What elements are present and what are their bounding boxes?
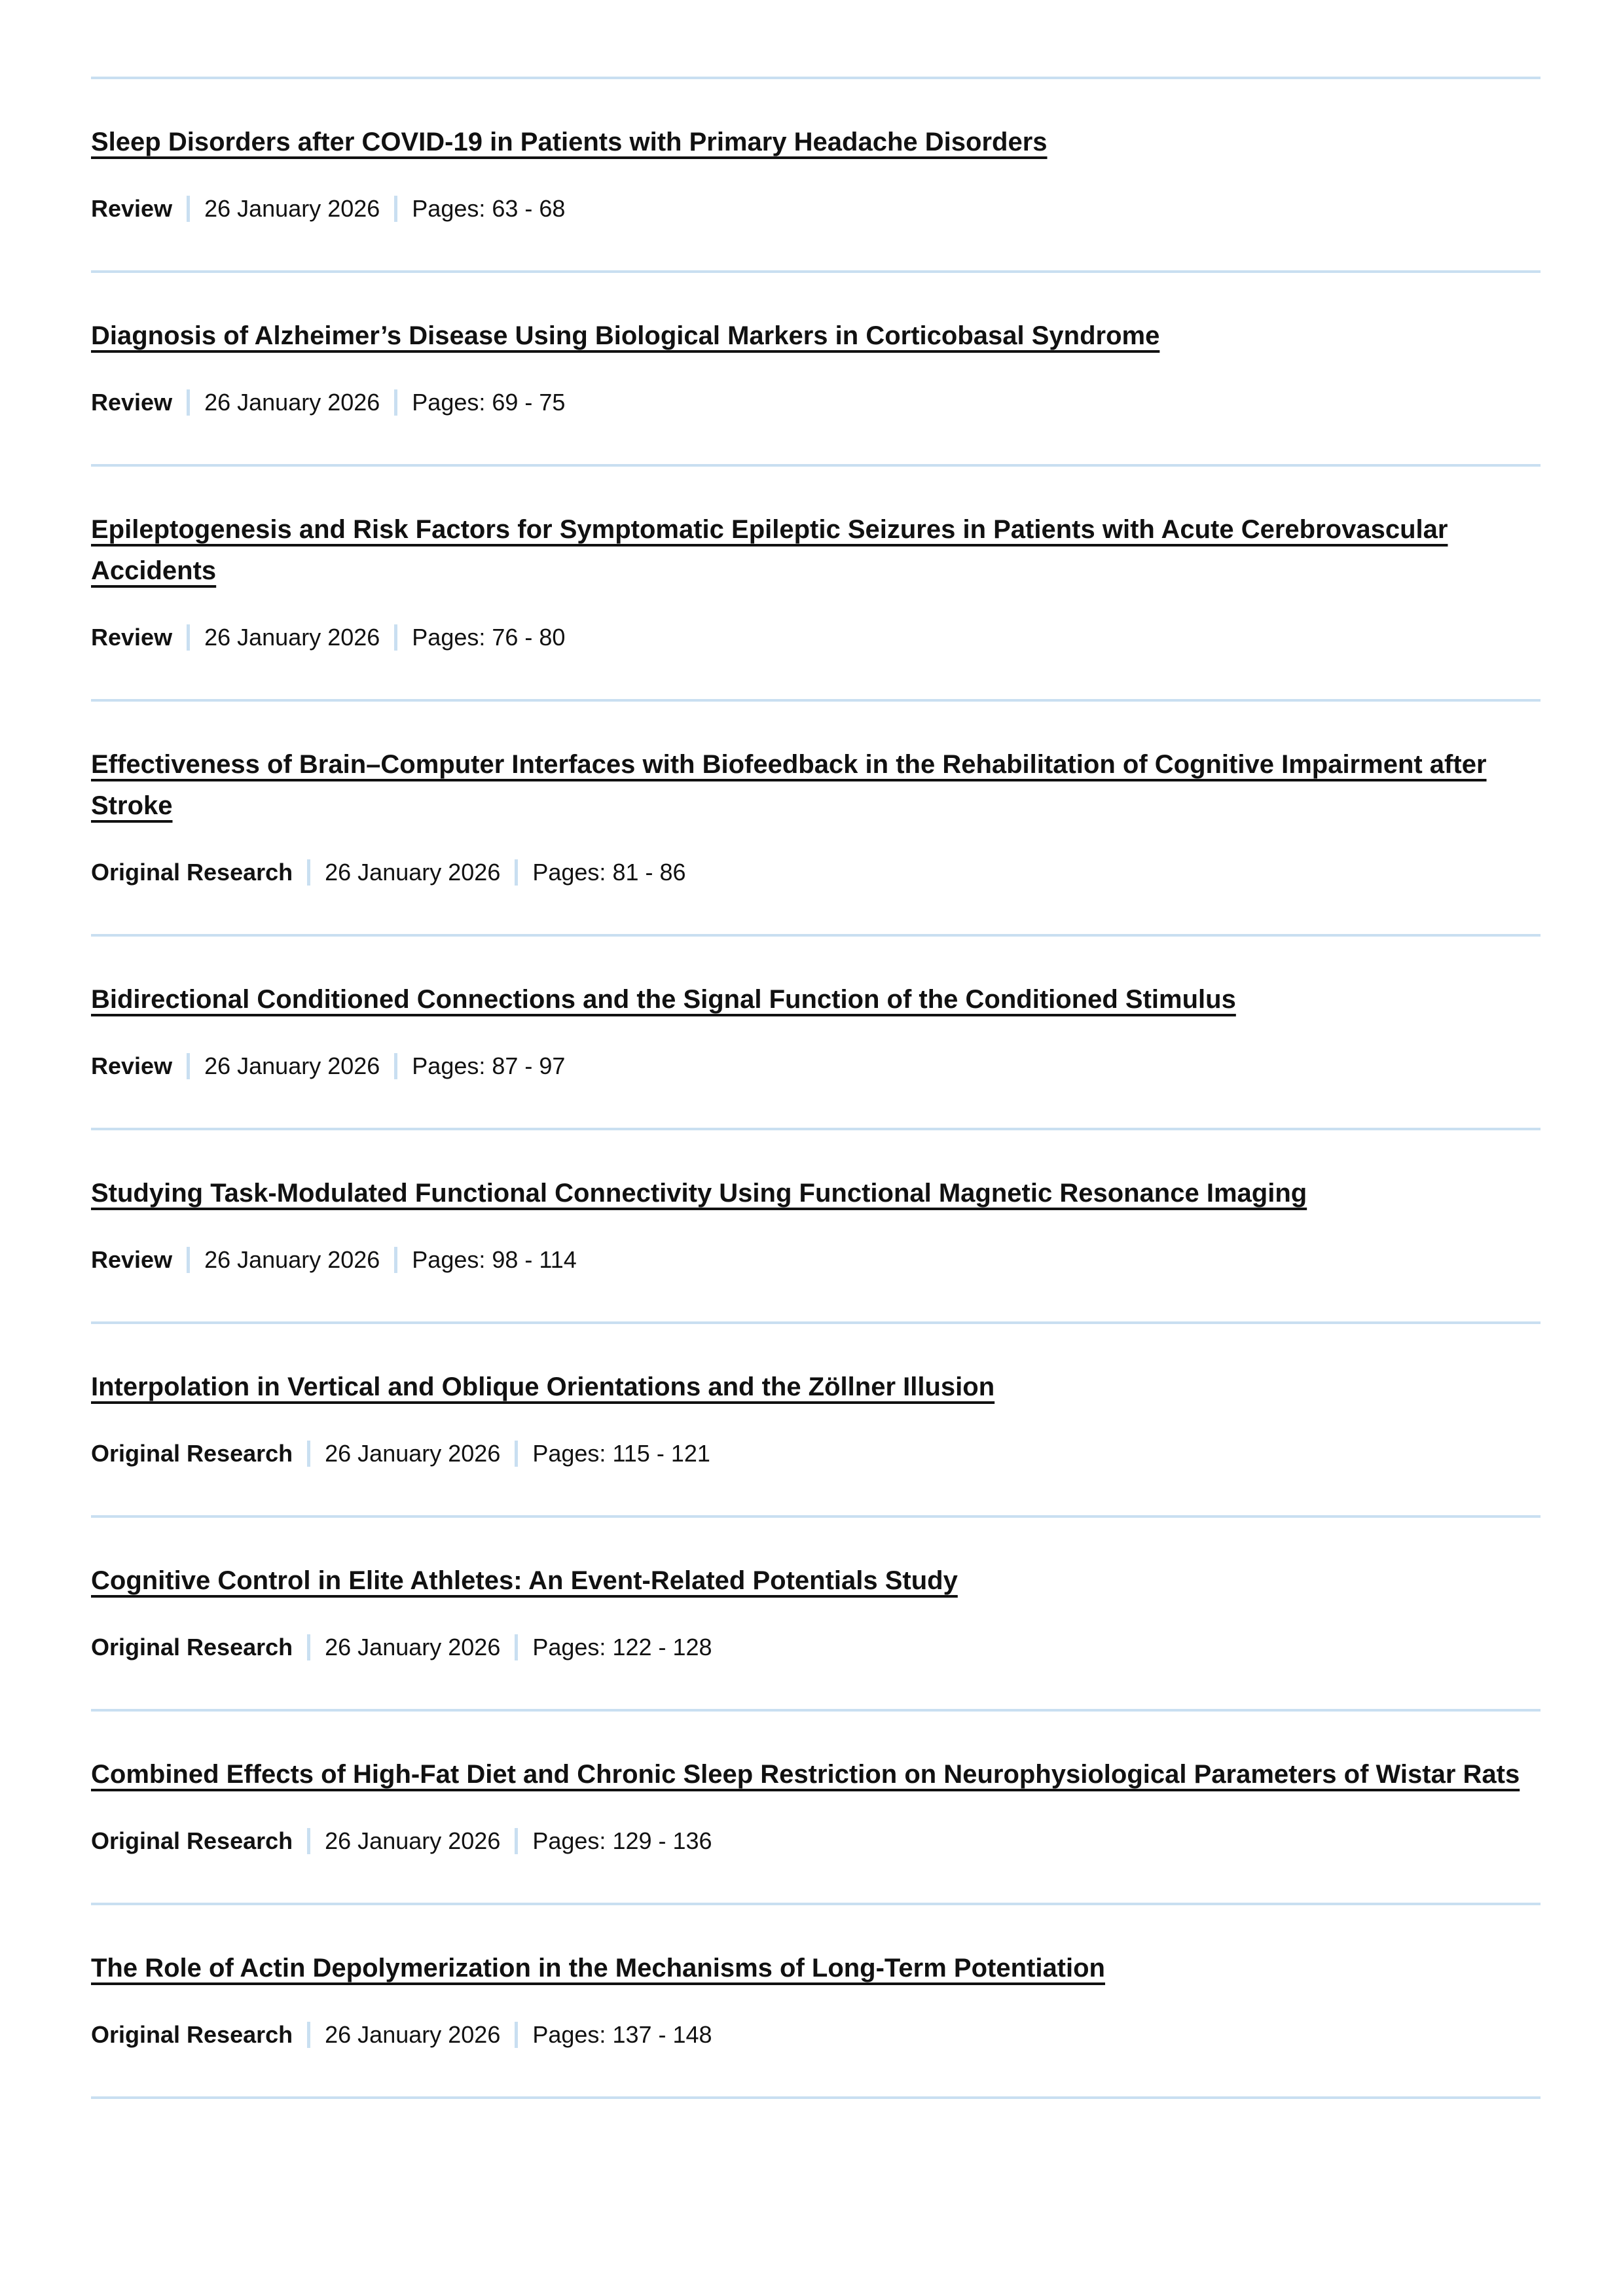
article-meta	[91, 1631, 1541, 1664]
article-item	[91, 273, 1541, 464]
meta-separator	[515, 1828, 518, 1854]
article-type: Review	[91, 195, 173, 222]
article-pages: Pages: 129 - 136	[532, 1827, 712, 1854]
article-title	[91, 979, 1541, 1020]
meta-separator	[307, 1441, 310, 1467]
article-pages: Pages: 98 - 114	[412, 1246, 577, 1273]
article-item	[91, 79, 1541, 270]
article-pages: Pages: 122 - 128	[532, 1634, 712, 1660]
article-title	[91, 1560, 1541, 1602]
article-title-link[interactable]: The Role of Actin Depolymerization in the Mechanisms of Long-Term Potentiation	[91, 1954, 1105, 1982]
article-meta	[91, 192, 1541, 225]
article-meta	[91, 856, 1541, 889]
article-title-link[interactable]: Interpolation in Vertical and Oblique Orientations and the Zöllner Illusion	[91, 1372, 995, 1401]
article-date: 26 January 2026	[325, 2021, 501, 2048]
article-type: Review	[91, 1052, 173, 1079]
meta-separator	[394, 1247, 397, 1273]
article-title-link[interactable]: Studying Task-Modulated Functional Connectivity Using Functional Magnetic Resonance Imaging	[91, 1179, 1307, 1208]
meta-separator	[307, 2022, 310, 2048]
article-pages: Pages: 76 - 80	[412, 624, 566, 651]
article-title-link[interactable]: Effectiveness of Brain–Computer Interfaces with Biofeedback in the Rehabilitation of Cognitive Impairment after Stroke	[91, 750, 1487, 820]
article-type: Review	[91, 389, 173, 416]
meta-separator	[515, 859, 518, 886]
article-title	[91, 315, 1541, 357]
article-pages: Pages: 115 - 121	[532, 1440, 710, 1467]
article-date: 26 January 2026	[325, 1827, 501, 1854]
article-title-link[interactable]: Cognitive Control in Elite Athletes: An Event-Related Potentials Study	[91, 1566, 958, 1595]
meta-separator	[394, 389, 397, 416]
article-title	[91, 1173, 1541, 1214]
article-pages: Pages: 63 - 68	[412, 195, 566, 222]
article-pages: Pages: 81 - 86	[532, 859, 686, 886]
article-type: Original Research	[91, 859, 293, 886]
article-type: Original Research	[91, 1634, 293, 1660]
article-type: Original Research	[91, 1827, 293, 1854]
article-item	[91, 937, 1541, 1128]
article-meta	[91, 2018, 1541, 2051]
meta-separator	[307, 1828, 310, 1854]
article-type: Original Research	[91, 1440, 293, 1467]
article-date: 26 January 2026	[204, 195, 380, 222]
article-title	[91, 509, 1541, 592]
article-list	[91, 77, 1541, 2099]
divider	[91, 2096, 1541, 2099]
article-title-link[interactable]: Diagnosis of Alzheimer’s Disease Using Biological Markers in Corticobasal Syndrome	[91, 321, 1160, 350]
article-title	[91, 1754, 1541, 1795]
article-title	[91, 744, 1541, 827]
article-title-link[interactable]: Bidirectional Conditioned Connections and the Signal Function of the Conditioned Stimulus	[91, 985, 1236, 1014]
article-meta	[91, 621, 1541, 654]
meta-separator	[394, 196, 397, 222]
article-item	[91, 702, 1541, 934]
article-meta	[91, 386, 1541, 419]
article-item	[91, 1905, 1541, 2096]
article-date: 26 January 2026	[204, 1246, 380, 1273]
article-pages: Pages: 87 - 97	[412, 1052, 566, 1079]
article-meta	[91, 1825, 1541, 1857]
article-item	[91, 1324, 1541, 1515]
meta-separator	[187, 1053, 190, 1079]
article-date: 26 January 2026	[204, 624, 380, 651]
article-type: Original Research	[91, 2021, 293, 2048]
meta-separator	[187, 1247, 190, 1273]
article-title-link[interactable]: Epileptogenesis and Risk Factors for Symptomatic Epileptic Seizures in Patients with Acute Cerebrovascular Accidents	[91, 515, 1448, 585]
article-title	[91, 122, 1541, 163]
meta-separator	[394, 1053, 397, 1079]
meta-separator	[515, 1441, 518, 1467]
meta-separator	[187, 196, 190, 222]
article-item	[91, 1712, 1541, 1903]
article-title	[91, 1948, 1541, 1989]
meta-separator	[515, 2022, 518, 2048]
article-title-link[interactable]: Sleep Disorders after COVID-19 in Patients with Primary Headache Disorders	[91, 128, 1048, 156]
article-date: 26 January 2026	[325, 859, 501, 886]
article-date: 26 January 2026	[325, 1440, 501, 1467]
meta-separator	[307, 859, 310, 886]
article-item	[91, 467, 1541, 699]
meta-separator	[187, 389, 190, 416]
article-meta	[91, 1244, 1541, 1276]
meta-separator	[394, 624, 397, 651]
article-pages: Pages: 137 - 148	[532, 2021, 712, 2048]
article-date: 26 January 2026	[204, 1052, 380, 1079]
article-type: Review	[91, 624, 173, 651]
article-date: 26 January 2026	[325, 1634, 501, 1660]
article-title	[91, 1367, 1541, 1408]
article-item	[91, 1518, 1541, 1709]
article-pages: Pages: 69 - 75	[412, 389, 566, 416]
article-type: Review	[91, 1246, 173, 1273]
article-item	[91, 1130, 1541, 1321]
article-meta	[91, 1437, 1541, 1470]
article-date: 26 January 2026	[204, 389, 380, 416]
article-title-link[interactable]: Combined Effects of High-Fat Diet and Chronic Sleep Restriction on Neurophysiological Parameters of Wistar Rats	[91, 1760, 1520, 1789]
meta-separator	[187, 624, 190, 651]
article-meta	[91, 1050, 1541, 1083]
meta-separator	[307, 1634, 310, 1660]
meta-separator	[515, 1634, 518, 1660]
